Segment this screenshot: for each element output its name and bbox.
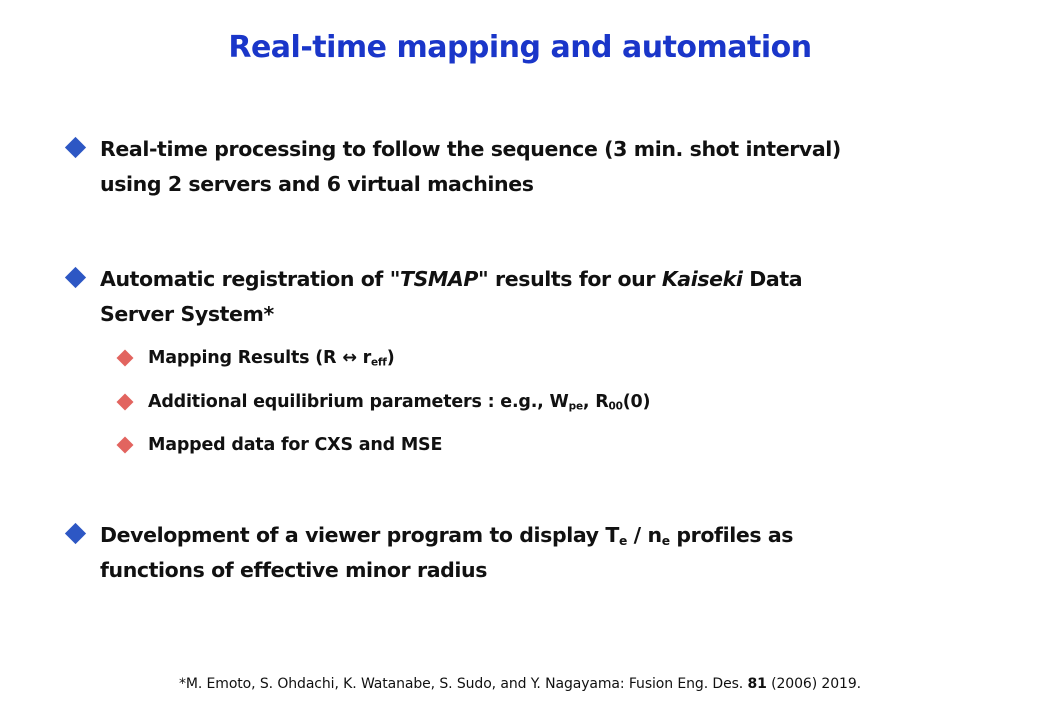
bullet3-part1: Development of a viewer program to display T bbox=[100, 523, 619, 547]
sub1-text: Mapping Results (R bbox=[148, 348, 343, 368]
bullet-text-middle: " results for our bbox=[478, 267, 662, 291]
footnote-after: (2006) 2019. bbox=[766, 676, 862, 692]
tsmap-italic: TSMAP bbox=[399, 267, 479, 291]
sub-bullet-text bbox=[148, 387, 974, 417]
bullet-line-2: functions of effective minor radius bbox=[100, 558, 488, 582]
sub-bullet-text: Mapped data for CXS and MSE bbox=[148, 435, 443, 455]
sub-bullet-mapped-data bbox=[114, 430, 974, 460]
sub2-mid: , R bbox=[582, 392, 609, 412]
bullet-viewer-program bbox=[62, 518, 982, 588]
sub2-subscript-00: 00 bbox=[608, 400, 623, 413]
left-right-arrow-icon: ↔ bbox=[342, 348, 357, 368]
footnote-reference bbox=[0, 676, 1040, 692]
red-diamond-icon bbox=[117, 394, 134, 411]
sub-bullet-text bbox=[148, 343, 974, 373]
blue-diamond-icon bbox=[65, 137, 86, 158]
slide-title: Real-time mapping and automation bbox=[228, 30, 812, 65]
bullet3-part2: / n bbox=[626, 523, 662, 547]
sub2-text: Additional equilibrium parameters : e.g., W bbox=[148, 392, 569, 412]
red-diamond-icon bbox=[117, 437, 134, 454]
sub-bullet-mapping-results bbox=[114, 343, 974, 373]
bullet-line-1: Real-time processing to follow the sequence (3 min. shot interval) bbox=[100, 137, 841, 161]
sub1-close: ) bbox=[386, 348, 395, 368]
footnote-volume: 81 bbox=[747, 676, 767, 692]
bullet-text-prefix: Automatic registration of " bbox=[100, 267, 400, 291]
bullet-text bbox=[100, 132, 982, 202]
bullet-automatic-registration bbox=[62, 262, 982, 332]
bullet-line-2: using 2 servers and 6 virtual machines bbox=[100, 172, 534, 196]
blue-diamond-icon bbox=[65, 523, 86, 544]
sub2-subscript-pe: pe bbox=[568, 400, 583, 413]
footnote-before: *M. Emoto, S. Ohdachi, K. Watanabe, S. Sudo, and Y. Nagayama: Fusion Eng. Des. bbox=[178, 676, 748, 692]
blue-diamond-icon bbox=[65, 267, 86, 288]
sub1-subscript: eff bbox=[371, 356, 387, 369]
red-diamond-icon bbox=[117, 350, 134, 367]
bullet-text-suffix: Data bbox=[742, 267, 803, 291]
sub2-end: (0) bbox=[622, 392, 651, 412]
bullet-text bbox=[100, 262, 982, 332]
bullet-realtime-processing bbox=[62, 132, 982, 202]
sub1-r: r bbox=[356, 348, 372, 368]
bullet3-part3: profiles as bbox=[669, 523, 794, 547]
bullet3-subscript-te: e bbox=[618, 534, 627, 549]
kaiseki-italic: Kaiseki bbox=[661, 267, 743, 291]
bullet-line-2: Server System* bbox=[100, 302, 274, 326]
bullet3-subscript-ne: e bbox=[661, 534, 670, 549]
bullet-text bbox=[100, 518, 982, 588]
sub-bullet-equilibrium-parameters bbox=[114, 387, 974, 417]
